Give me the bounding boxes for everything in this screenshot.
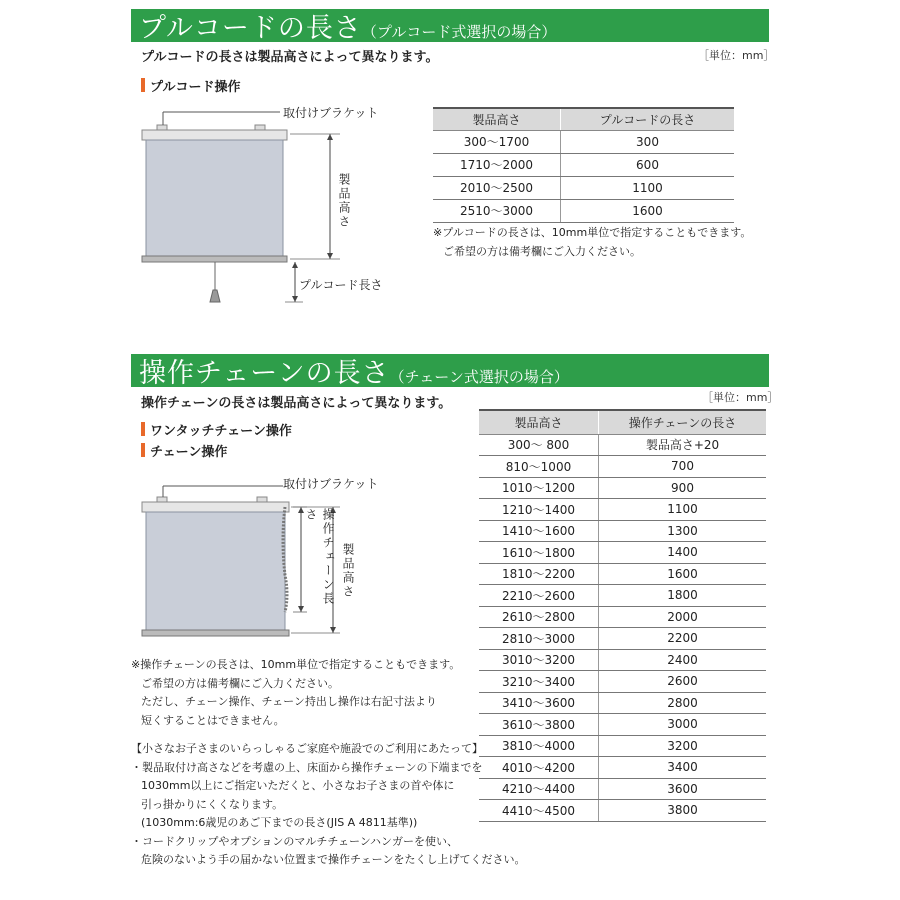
cell-height: 1710～2000 [433, 153, 561, 176]
cell-height: 1610～1800 [479, 542, 599, 564]
note-line: ※操作チェーンの長さは、10mm単位で指定することもできます。 [131, 658, 461, 671]
note-line: 短くすることはできません。 [141, 713, 285, 727]
pull-cord-subtitle: （プルコード式選択の場合） [361, 23, 557, 41]
chain-safety-notes [131, 740, 525, 870]
table-row [433, 130, 734, 153]
cell-height: 300～1700 [433, 130, 561, 153]
safety-line: ・製品取付け高さなどを考慮の上、床面から操作チェーンの下端までを [131, 760, 483, 774]
table-row [479, 434, 766, 456]
cell-length: 2200 [599, 628, 767, 650]
cell-length: 900 [599, 477, 767, 499]
table-row [479, 563, 766, 585]
cell-length: 1400 [599, 542, 767, 564]
cell-length: 1600 [599, 563, 767, 585]
bottom-bar [142, 630, 289, 636]
cell-length: 700 [599, 456, 767, 478]
cell-length: 300 [561, 130, 735, 153]
cell-length: 1300 [599, 520, 767, 542]
cell-length: 3600 [599, 778, 767, 800]
table-row [433, 176, 734, 199]
cell-height: 2510～3000 [433, 199, 561, 222]
chain-notes [131, 656, 460, 730]
cell-height: 300～ 800 [479, 434, 599, 456]
pull-cord-th-length: プルコードの長さ [561, 108, 735, 130]
table-row [433, 199, 734, 222]
pull-cord-title: プルコードの長さ [139, 13, 362, 44]
table-row [479, 714, 766, 736]
cord-tassel [210, 290, 220, 302]
cell-height: 2810～3000 [479, 628, 599, 650]
cell-height: 4410～4500 [479, 800, 599, 822]
table-row [479, 649, 766, 671]
note-line: ※プルコードの長さは、10mm単位で指定することもできます。 [433, 226, 752, 239]
table-row [479, 456, 766, 478]
note-line: ご希望の方は備考欄にご入力ください。 [443, 245, 641, 258]
table-row [479, 628, 766, 650]
chain-subtitle: （チェーン式選択の場合） [389, 368, 569, 386]
chain-th-length: 操作チェーンの長さ [599, 410, 767, 434]
cell-height: 2610～2800 [479, 606, 599, 628]
cell-length: 1600 [561, 199, 735, 222]
pull-cord-length-label: プルコード長さ [299, 278, 383, 292]
bottom-bar [142, 256, 287, 262]
cell-height: 4010～4200 [479, 757, 599, 779]
pull-cord-notes [433, 223, 751, 261]
safety-line: (1030mm:6歳児のあご下までの長さ(JIS A 4811基準)) [141, 816, 418, 829]
chain-height-label: 製品高さ [341, 543, 355, 599]
safety-heading: 【小さなお子さまのいらっしゃるご家庭や施設でのご利用にあたって】 [131, 742, 483, 755]
chain-th-height: 製品高さ [479, 410, 599, 434]
cell-height: 1010～1200 [479, 477, 599, 499]
cell-height: 1410～1600 [479, 520, 599, 542]
safety-line: 引っ掛かりにくくなります。 [141, 797, 284, 811]
chain-lead: 操作チェーンの長さは製品高さによって異なります。 [141, 396, 452, 411]
cell-height: 3610～3800 [479, 714, 599, 736]
pull-cord-unit: ［単位：mm］ [698, 49, 775, 62]
table-row [433, 153, 734, 176]
cell-height: 3010～3200 [479, 649, 599, 671]
cell-length: 製品高さ+20 [599, 434, 767, 456]
table-row [479, 542, 766, 564]
table-row [479, 520, 766, 542]
safety-line: ・コードクリップやオプションのマルチチェーンハンガーを使い、 [131, 834, 459, 848]
head-rail [142, 130, 287, 140]
cell-length: 1800 [599, 585, 767, 607]
cell-height: 4210～4400 [479, 778, 599, 800]
cell-length: 2600 [599, 671, 767, 693]
cell-height: 2010～2500 [433, 176, 561, 199]
cell-length: 2800 [599, 692, 767, 714]
cell-length: 3200 [599, 735, 767, 757]
cell-length: 3800 [599, 800, 767, 822]
safety-line: 1030mm以上にご指定いただくと、小さなお子さまの首や体に [141, 779, 455, 792]
cell-height: 3410～3600 [479, 692, 599, 714]
chain-bracket-label: 取付けブラケット [283, 477, 379, 491]
table-row [479, 671, 766, 693]
table-row [479, 477, 766, 499]
pull-cord-bracket-label: 取付けブラケット [283, 106, 379, 120]
chain-unit: ［単位：mm］ [702, 391, 779, 404]
cell-length: 1100 [599, 499, 767, 521]
chain-operation-label-1: ワンタッチチェーン操作 [141, 420, 292, 439]
chain-title: 操作チェーンの長さ [139, 358, 390, 389]
cell-length: 600 [561, 153, 735, 176]
table-row [479, 585, 766, 607]
cell-height: 3210～3400 [479, 671, 599, 693]
cell-length: 2000 [599, 606, 767, 628]
safety-line: 危険のないよう手の届かない位置まで操作チェーンをたくし上げてください。 [141, 853, 526, 866]
pull-cord-th-height: 製品高さ [433, 108, 561, 130]
chain-operation-label-2: チェーン操作 [141, 441, 227, 460]
cell-height: 2210～2600 [479, 585, 599, 607]
cell-length: 3400 [599, 757, 767, 779]
table-row [479, 499, 766, 521]
pull-cord-banner [131, 9, 769, 42]
chain-banner [131, 354, 769, 387]
cell-height: 1210～1400 [479, 499, 599, 521]
screen-fabric [146, 512, 285, 632]
pull-cord-table [433, 107, 734, 223]
note-line: ただし、チェーン操作、チェーン持出し操作は右記寸法より [141, 695, 437, 708]
chain-length-label: 操作チェーン長さ [304, 508, 335, 606]
screen-fabric [146, 140, 283, 258]
cell-length: 2400 [599, 649, 767, 671]
pull-cord-lead: プルコードの長さは製品高さによって異なります。 [141, 50, 439, 65]
pull-cord-operation-label: プルコード操作 [141, 76, 240, 95]
note-line: ご希望の方は備考欄にご入力ください。 [141, 676, 339, 690]
cell-height: 1810～2200 [479, 563, 599, 585]
head-rail [142, 502, 289, 512]
cell-length: 1100 [561, 176, 735, 199]
pull-cord-height-label: 製品高さ [337, 173, 351, 229]
cell-height: 3810～4000 [479, 735, 599, 757]
cell-length: 3000 [599, 714, 767, 736]
cell-height: 810～1000 [479, 456, 599, 478]
table-row [479, 692, 766, 714]
table-row [479, 606, 766, 628]
